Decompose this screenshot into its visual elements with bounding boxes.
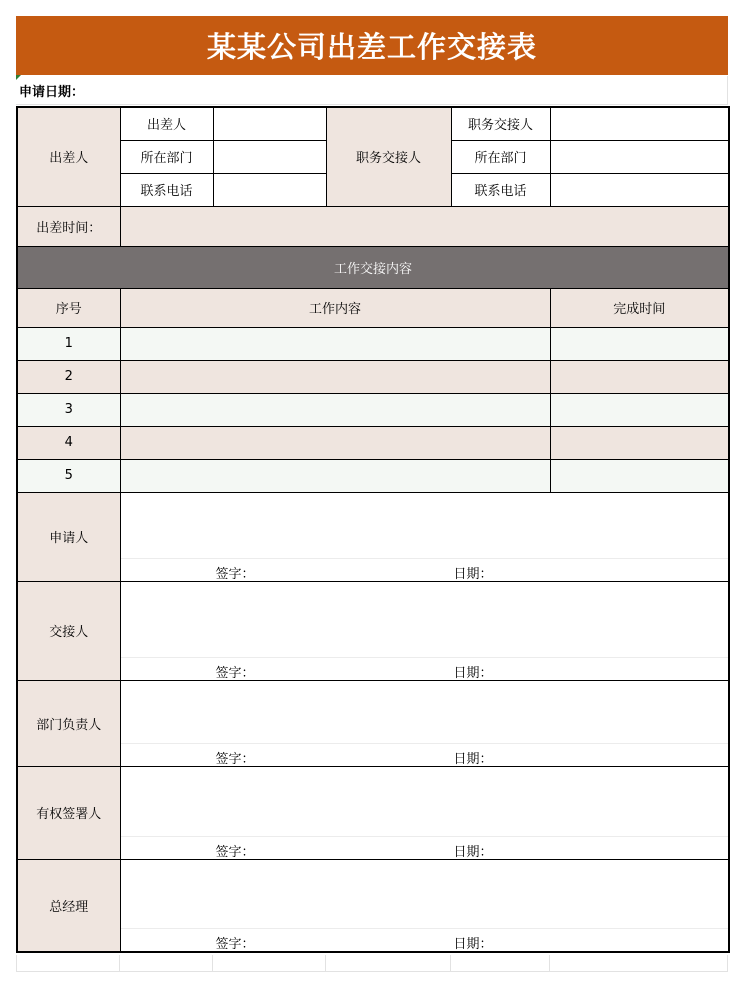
section-title: 工作交接内容 [17, 246, 729, 288]
row-content-input[interactable] [120, 426, 550, 459]
signer-dept-head-area[interactable] [120, 680, 729, 766]
date-label: 日期： [453, 751, 493, 767]
row-index: 5 [17, 459, 120, 492]
handover-phone-input[interactable] [550, 173, 729, 206]
handover-name-label: 职务交接人 [451, 107, 550, 140]
handover-dept-input[interactable] [550, 140, 729, 173]
col-header-time: 完成时间 [550, 288, 729, 327]
row-time-input[interactable] [550, 360, 729, 393]
row-index: 1 [17, 327, 120, 360]
form-title: 某某公司出差工作交接表 [16, 16, 728, 75]
row-content-input[interactable] [120, 459, 550, 492]
signer-dept-head-label: 部门负责人 [17, 680, 120, 766]
signer-applicant-area[interactable] [120, 492, 729, 581]
row-index: 2 [17, 360, 120, 393]
date-label: 日期： [453, 665, 493, 681]
signature-label: 签字： [215, 844, 255, 860]
signature-label: 签字： [215, 566, 255, 582]
col-header-content: 工作内容 [120, 288, 550, 327]
signer-handover-area[interactable] [120, 581, 729, 680]
signature-label: 签字： [215, 937, 255, 952]
row-index: 3 [17, 393, 120, 426]
travel-time-input[interactable] [120, 206, 729, 246]
row-time-input[interactable] [550, 393, 729, 426]
handover-phone-label: 联系电话 [451, 173, 550, 206]
table-row [17, 459, 729, 492]
apply-date-row[interactable] [16, 76, 728, 105]
row-content-input[interactable] [120, 393, 550, 426]
traveler-name-input[interactable] [213, 107, 326, 140]
date-label: 日期： [453, 937, 493, 952]
signature-label: 签字： [215, 665, 255, 681]
signer-gm-label: 总经理 [17, 859, 120, 952]
row-content-input[interactable] [120, 360, 550, 393]
row-content-input[interactable] [120, 327, 550, 360]
row-index: 4 [17, 426, 120, 459]
row-time-input[interactable] [550, 459, 729, 492]
row-time-input[interactable] [550, 426, 729, 459]
travel-time-label: 出差时间： [17, 206, 120, 246]
handover-group-label: 职务交接人 [326, 107, 451, 206]
traveler-dept-label: 所在部门 [120, 140, 213, 173]
apply-date-label: 申请日期： [19, 84, 85, 100]
handover-name-input[interactable] [550, 107, 729, 140]
signer-applicant-label: 申请人 [17, 492, 120, 581]
date-label: 日期： [453, 566, 493, 582]
traveler-dept-input[interactable] [213, 140, 326, 173]
table-row [17, 393, 729, 426]
table-row [17, 426, 729, 459]
handover-dept-label: 所在部门 [451, 140, 550, 173]
date-label: 日期： [453, 844, 493, 860]
traveler-group-label: 出差人 [17, 107, 120, 206]
traveler-phone-input[interactable] [213, 173, 326, 206]
table-row [17, 327, 729, 360]
signer-authorized-label: 有权签署人 [17, 766, 120, 859]
col-header-index: 序号 [17, 288, 120, 327]
signature-label: 签字： [215, 751, 255, 767]
handover-form-table [16, 106, 730, 953]
traveler-name-label: 出差人 [120, 107, 213, 140]
signer-gm-area[interactable] [120, 859, 729, 952]
spreadsheet-gridlines [16, 955, 728, 972]
table-row [17, 360, 729, 393]
signer-authorized-area[interactable] [120, 766, 729, 859]
row-time-input[interactable] [550, 327, 729, 360]
signer-handover-label: 交接人 [17, 581, 120, 680]
traveler-phone-label: 联系电话 [120, 173, 213, 206]
